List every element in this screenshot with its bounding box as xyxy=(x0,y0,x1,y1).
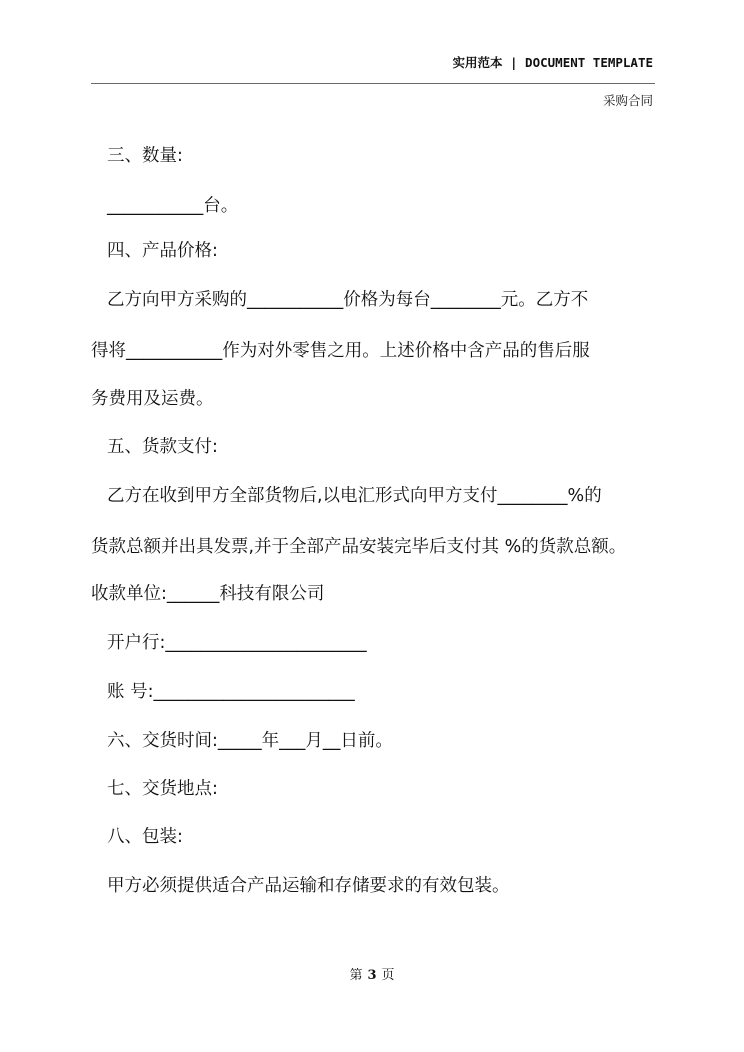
page-number: 3 xyxy=(367,968,377,983)
payment-paragraph-line-2: 货款总额并出具发票,并于全部产品安装完毕后支付其 %的货款总额。 xyxy=(91,537,627,557)
price-paragraph-line-1: 乙方向甲方采购的___________价格为每台________元。乙方不 xyxy=(107,290,589,310)
bank-line: 开户行:_______________________ xyxy=(107,633,367,653)
footer-prefix: 第 xyxy=(349,968,363,983)
header-title: 实用范本 | DOCUMENT TEMPLATE xyxy=(452,55,653,70)
price-paragraph-line-2: 得将___________作为对外零售之用。上述价格中含产品的售后服 xyxy=(91,341,590,361)
payment-paragraph-line-1: 乙方在收到甲方全部货物后,以电汇形式向甲方支付________%的 xyxy=(107,486,602,506)
header-subtitle: 采购合同 xyxy=(602,93,653,108)
footer-suffix: 页 xyxy=(381,968,395,983)
section-packaging-heading: 八、包装: xyxy=(107,827,183,847)
price-paragraph-line-3: 务费用及运费。 xyxy=(91,389,214,409)
section-quantity-heading: 三、数量: xyxy=(107,146,183,166)
section-payment-heading: 五、货款支付: xyxy=(107,437,218,457)
page-footer xyxy=(0,964,744,983)
section-delivery-place: 七、交货地点: xyxy=(107,779,218,799)
packaging-paragraph: 甲方必须提供适合产品运输和存储要求的有效包装。 xyxy=(107,876,510,896)
quantity-line: ___________台。 xyxy=(107,196,239,216)
account-line: 账 号:_______________________ xyxy=(107,682,355,702)
section-delivery-time: 六、交货时间:_____年___月__日前。 xyxy=(107,731,393,751)
header-divider xyxy=(91,83,655,84)
payee-line: 收款单位:______科技有限公司 xyxy=(91,584,325,604)
section-price-heading: 四、产品价格: xyxy=(107,241,218,261)
